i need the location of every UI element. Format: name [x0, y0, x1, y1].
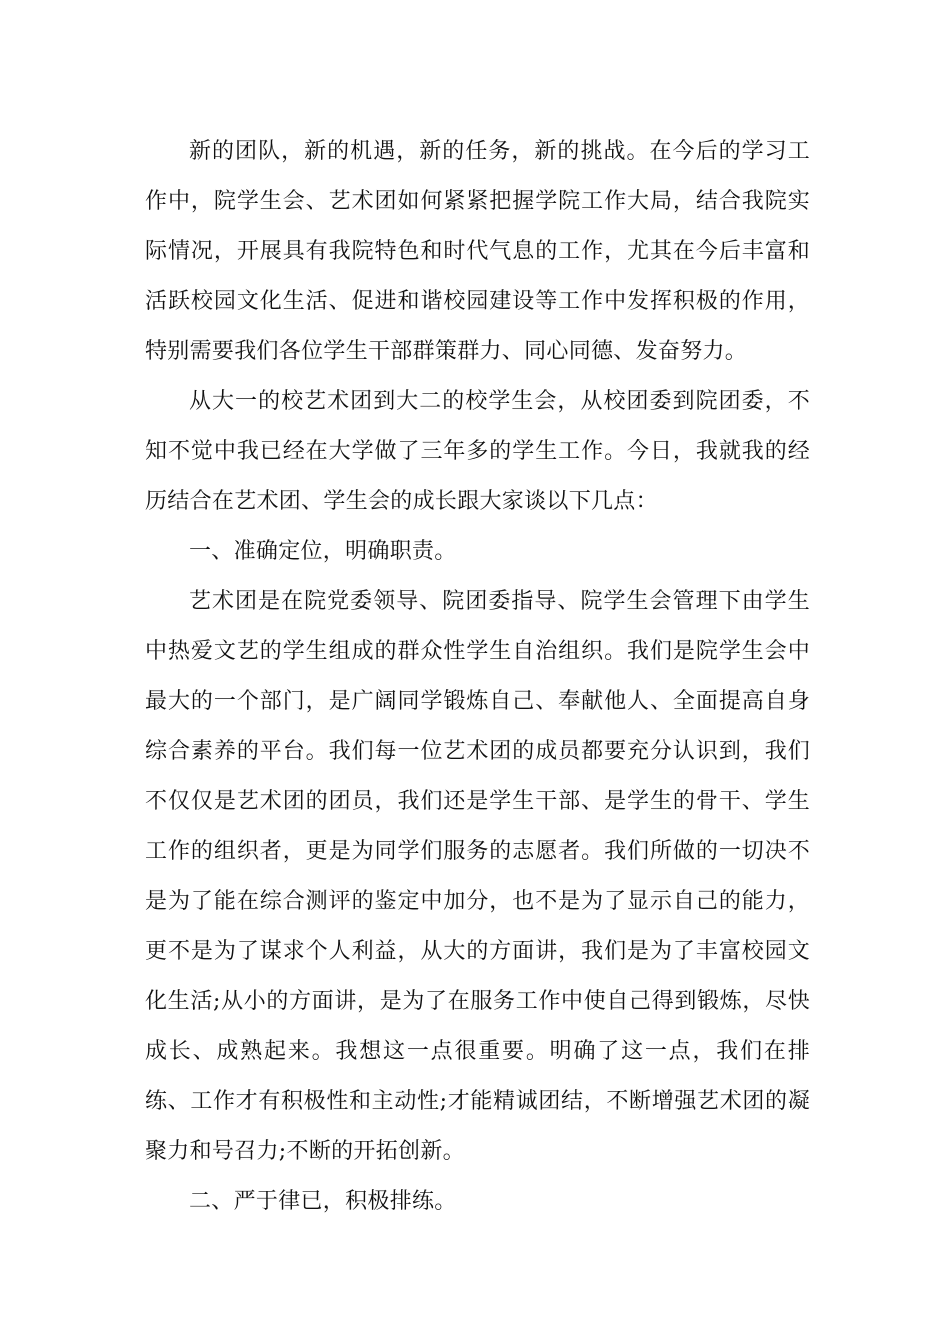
paragraph-intro: 新的团队，新的机遇，新的任务，新的挑战。在今后的学习工作中，院学生会、艺术团如何紧紧把握学院工作大局，结合我院实际情况，开展具有我院特色和时代气息的工作，尤其在今后丰富和活跃校园文化生活、促进和谐校园建设等工作中发挥积极的作用，特别需要我们各位学生干部群策群力、同心同德、发奋努力。 — [145, 139, 810, 364]
section-heading-2: 二、严于律已，积极排练。 — [189, 1189, 457, 1214]
document-body — [145, 127, 810, 1227]
paragraph-experience: 从大一的校艺术团到大二的校学生会，从校团委到院团委，不知不觉中我已经在大学做了三年多的学生工作。今日，我就我的经历结合在艺术团、学生会的成长跟大家谈以下几点： — [145, 389, 810, 514]
paragraph-art-troupe: 艺术团是在院党委领导、院团委指导、院学生会管理下由学生中热爱文艺的学生组成的群众性学生自治组织。我们是院学生会中最大的一个部门，是广阔同学锻炼自己、奉献他人、全面提高自身综合素养的平台。我们每一位艺术团的成员都要充分认识到，我们不仅仅是艺术团的团员，我们还是学生干部、是学生的骨干、学生工作的组织者，更是为同学们服务的志愿者。我们所做的一切决不是为了能在综合测评的鉴定中加分，也不是为了显示自己的能力，更不是为了谋求个人利益，从大的方面讲，我们是为了丰富校园文化生活;从小的方面讲，是为了在服务工作中使自己得到锻炼，尽快成长、成熟起来。我想这一点很重要。明确了这一点，我们在排练、工作才有积极性和主动性;才能精诚团结，不断增强艺术团的凝聚力和号召力;不断的开拓创新。 — [145, 589, 810, 1164]
section-heading-1: 一、准确定位，明确职责。 — [189, 539, 457, 564]
